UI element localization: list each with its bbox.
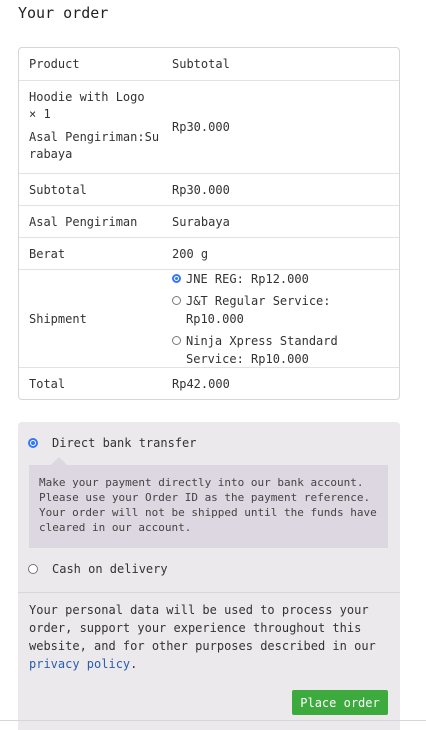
origin-label: Asal Pengiriman bbox=[29, 214, 138, 229]
radio-unselected-icon[interactable] bbox=[28, 564, 38, 574]
payment-method-cod[interactable] bbox=[28, 562, 168, 576]
radio-unselected-icon[interactable] bbox=[172, 336, 181, 345]
product-name: Hoodie with Logo bbox=[29, 90, 145, 104]
subtotal-header: Subtotal bbox=[172, 57, 230, 71]
order-review-table bbox=[18, 47, 400, 400]
privacy-end: . bbox=[130, 657, 138, 671]
place-order-button[interactable]: Place order bbox=[292, 690, 388, 715]
payment-method-bank[interactable] bbox=[28, 436, 197, 450]
table-header-row bbox=[19, 48, 399, 81]
product-quantity: × 1 bbox=[29, 107, 51, 121]
total-label: Total bbox=[29, 376, 66, 391]
total-value: Rp42.000 bbox=[172, 376, 230, 391]
radio-unselected-icon[interactable] bbox=[172, 296, 181, 305]
shipment-label: Shipment bbox=[29, 311, 87, 326]
subtotal-label: Subtotal bbox=[29, 182, 87, 197]
payment-method-label: Cash on delivery bbox=[52, 562, 168, 576]
bank-transfer-description: Make your payment directly into our bank account. Please use your Order ID as the payment reference. Your order will not be shipped until the funds have cleared in our account. bbox=[29, 465, 388, 548]
origin-value: Surabaya bbox=[172, 214, 230, 229]
product-origin-label: Asal Pengiriman: bbox=[29, 130, 145, 144]
product-header: Product bbox=[29, 57, 80, 71]
table-row bbox=[19, 368, 399, 399]
product-origin bbox=[29, 129, 162, 163]
subtotal-value: Rp30.000 bbox=[172, 182, 230, 197]
shipment-option-jnt[interactable] bbox=[172, 292, 391, 328]
shipment-option-ninja[interactable] bbox=[172, 332, 391, 368]
shipment-options bbox=[162, 270, 399, 367]
table-row bbox=[19, 270, 399, 368]
privacy-policy-link[interactable]: privacy policy bbox=[29, 657, 131, 671]
table-row bbox=[19, 238, 399, 270]
product-price: Rp30.000 bbox=[172, 120, 230, 134]
weight-label: Berat bbox=[29, 246, 66, 261]
privacy-text: Your personal data will be used to process your order, support your experience throughout this website, and for other purposes described in our bbox=[29, 603, 376, 653]
table-row bbox=[19, 206, 399, 238]
payment-method-label: Direct bank transfer bbox=[52, 436, 197, 450]
shipment-option-jne[interactable] bbox=[172, 270, 309, 288]
table-row bbox=[19, 81, 399, 174]
divider bbox=[0, 720, 426, 721]
table-row bbox=[19, 174, 399, 206]
payment-panel bbox=[18, 422, 400, 730]
page-title: Your order bbox=[18, 4, 109, 22]
shipment-option-label: JNE REG: Rp12.000 bbox=[186, 271, 309, 286]
divider bbox=[18, 592, 400, 593]
shipment-option-label: Ninja Xpress Standard Service: Rp10.000 bbox=[186, 333, 338, 366]
radio-selected-icon[interactable] bbox=[172, 274, 181, 283]
product-origin-value: Surabaya bbox=[29, 130, 160, 161]
weight-value: 200 g bbox=[172, 246, 209, 261]
shipment-option-label: J&T Regular Service: Rp10.000 bbox=[186, 293, 331, 326]
radio-selected-icon[interactable] bbox=[28, 438, 38, 448]
product-cell bbox=[19, 81, 162, 173]
privacy-notice bbox=[29, 601, 391, 673]
